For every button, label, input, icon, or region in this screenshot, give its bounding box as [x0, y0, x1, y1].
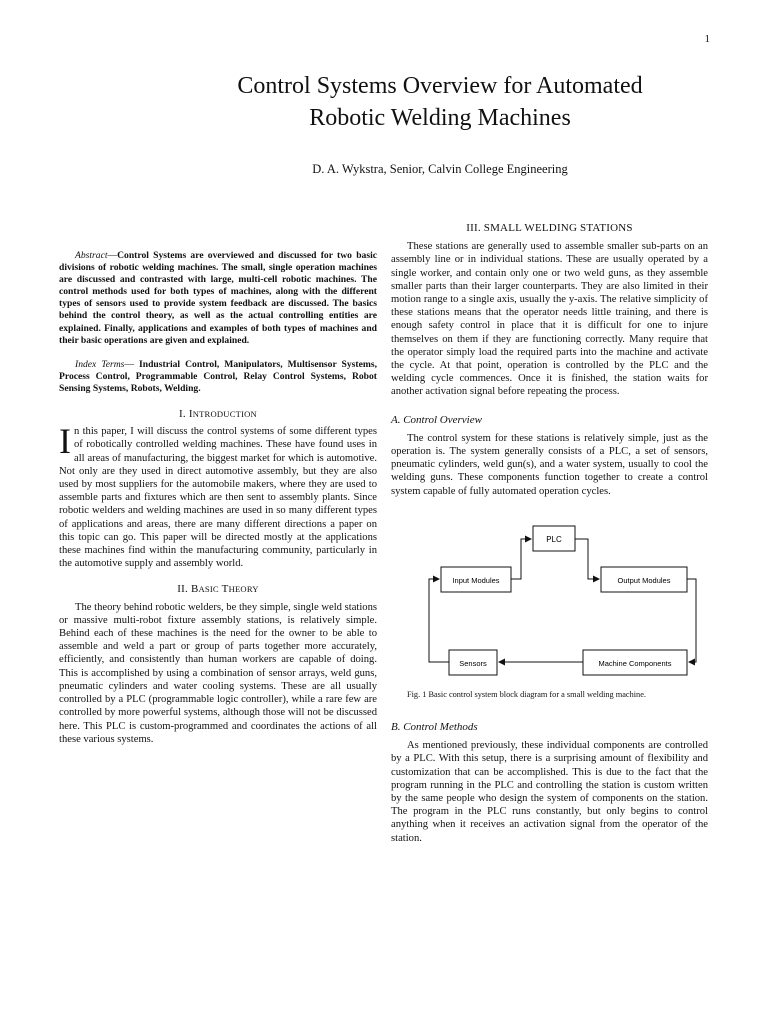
introduction-body: n this paper, I will discuss the control systems of some different types of robotically controlled welding machines. These have found uses in all areas of manufacturing, the biggest market for which is automotive. Not only are they used in direct automotive assembly, but they are also used by most suppliers for the automobile makers, where they are used to assemble parts and fixtures which are then sent to assembly plants. Since robotic welders and welding machines are used in so many different types of applications and areas, there are many different directions a paper on this topic can go. This paper will be directed mostly at the applications these machines find within the manufacturing community, particularly in the automotive supply and assembly world.: [59, 426, 377, 570]
abstract: [59, 250, 377, 395]
basic-theory-paragraph: The theory behind robotic welders, be they simple, single weld stations or massive multi-robot fixture assembly stations, is relatively simple. Behind each of these machines is the need for the owner to be able to assemble and weld a part or group of parts together more accurately, efficiently, and consistently than human workers are capable of doing. This is accomplished by using a combination of sensor arrays, weld guns, pneumatic cylinders and water cooling systems. These are all usually controlled by a PLC (programmable logic controller), while a rare few are controlled by more powerful systems, although those will not be discussed here. This PLC is custom-programmed and coordinates the actions of all these various systems.: [59, 601, 377, 745]
block-diagram: [391, 512, 708, 682]
subsection-heading-control-overview: A. Control Overview: [391, 413, 482, 426]
arrow-output-to-machine: [687, 579, 696, 662]
index-terms-label: Index Terms: [75, 358, 125, 370]
control-methods-paragraph: As mentioned previously, these individual components are controlled by a PLC. With this setup, there is a surprising amount of flexibility and customization that can be accomplished. This is due to the fact that the program running in the PLC and controlling the station is custom written by the same people who design the system of components on the station. The program in the PLC runs constantly, but only begins to control anything when it receives an activation signal from the operator of the station.: [391, 740, 708, 844]
title-line-1: Control Systems Overview for Automated: [237, 73, 643, 99]
section-heading-introduction: [59, 408, 377, 421]
index-terms-text: Industrial Control, Manipulators, Multisensor Systems, Process Control, Programmable Control, Relay Control Systems, Robot Sensing Systems, Robots, Welding.: [59, 358, 377, 394]
page-number: 1: [704, 33, 710, 45]
plc-label: PLC: [546, 534, 562, 544]
output-modules-label: Output Modules: [617, 575, 671, 585]
heading-cap: B: [190, 583, 199, 596]
left-column: [59, 250, 377, 746]
sensors-label: Sensors: [459, 658, 487, 668]
heading-cap: T: [221, 583, 229, 596]
machine-components-label: Machine Components: [598, 658, 672, 668]
section-heading-small-welding-stations: III. SMALL WELDING STATIONS: [466, 222, 633, 234]
arrow-input-to-plc: [511, 539, 531, 579]
input-modules-label: Input Modules: [452, 575, 500, 585]
abstract-dash: —: [107, 250, 118, 261]
index-terms-dash: —: [124, 358, 140, 370]
heading-rest: ASIC: [198, 584, 219, 595]
arrow-plc-to-output: [575, 539, 599, 579]
section-numeral: I.: [179, 408, 186, 421]
abstract-paragraph: [59, 250, 377, 347]
drop-cap: I: [59, 421, 71, 462]
heading-rest: NTRODUCTION: [192, 409, 257, 420]
heading-cap: I: [188, 408, 193, 421]
small-stations-paragraph: These stations are generally used to assemble smaller sub-parts on an assembly line or in individual stations. These are usually operated by a single worker, and contain only one or two weld guns, as they assemble smaller parts than their larger counterparts. They are also limited in their motion range to a single axis, usually the y-axis. The relative simplicity of these stations means that the operator needs little training, and there is enough safety control in place that it is difficult for one to injure themselves on them if they are functioning correctly. Many require that the operator simply load the required parts into the machine and activate the cycle. At that point, operation is controlled by the PLC and the welding cycle commences. Once it is finished, the station waits for another activation signal before repeating the process.: [391, 241, 708, 398]
right-column: [391, 222, 708, 845]
section-heading-basic-theory: [59, 583, 377, 596]
index-terms-paragraph: [59, 359, 377, 395]
paper-title: [160, 70, 720, 134]
introduction-paragraph: [59, 421, 377, 570]
abstract-text: Control Systems are overviewed and discussed for two basic divisions of robotic welding machines. The small, single operation machines are discussed and contrasted with large, multi-cell robotic machines. The control methods used for both types of machines, along with the different types of sensors used to provide system feedback are discussed. The basics behind the control theory, as well as the actual controlling entities are explained. Finally, applications and examples of both types of machines and their basic operations are given and explained.: [59, 250, 377, 346]
control-overview-paragraph: The control system for these stations is relatively simple, just as the operation is. The system generally consists of a PLC, a set of sensors, pneumatic cylinders, weld gun(s), and a water system, usually to cool the welding guns. These components function together to create a control system capable of fully automated operation cycles.: [391, 432, 708, 497]
section-numeral: II.: [177, 583, 188, 596]
title-line-2: Robotic Welding Machines: [309, 105, 571, 131]
figure-caption: Fig. 1 Basic control system block diagram for a small welding machine.: [407, 689, 646, 699]
subsection-heading-control-methods: B. Control Methods: [391, 721, 478, 734]
author-line: D. A. Wykstra, Senior, Calvin College Engineering: [312, 162, 568, 176]
abstract-label: Abstract: [75, 250, 108, 261]
heading-rest: HEORY: [228, 584, 259, 595]
